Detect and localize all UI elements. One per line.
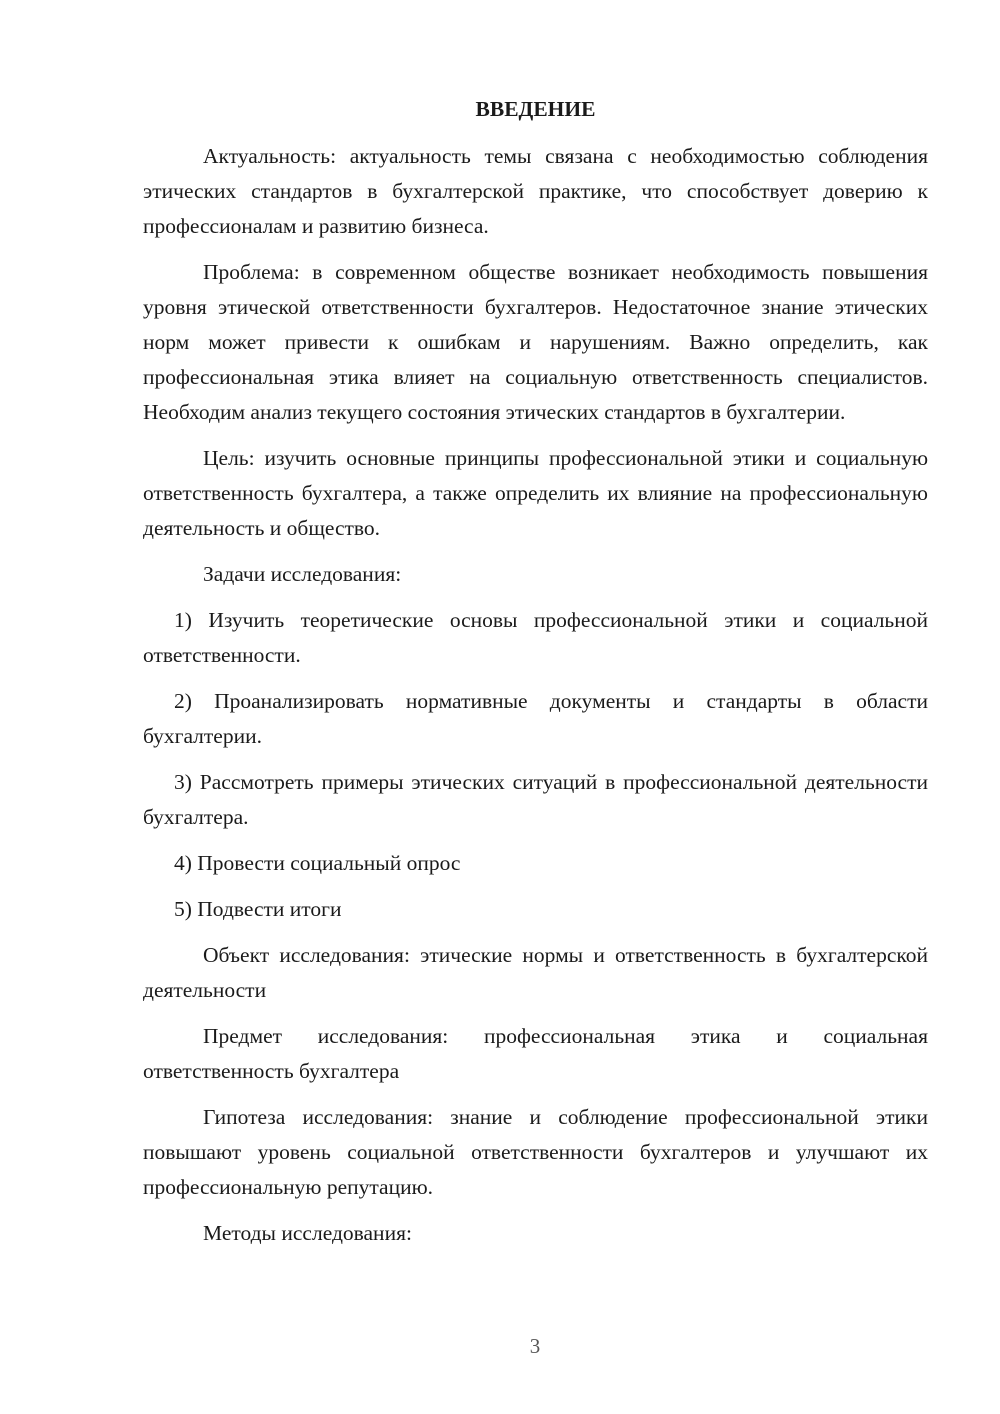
tasks-heading: Задачи исследования: xyxy=(203,562,402,586)
paragraph-problem: Проблема: в современном обществе возникает необходимость повышения уровня этической ответственности бухгалтеров. Недостаточное знание этических норм может привести к ошибкам и нарушениям. Важно определить, как профессиональная этика влияет на социальную ответственность специалистов. Необходим анализ текущего состояния этических стандартов в бухгалтерии. xyxy=(143,260,928,424)
paragraph-object: Объект исследования: этические нормы и ответственность в бухгалтерской деятельности xyxy=(143,943,928,1002)
task-item: 1) Изучить теоретические основы профессиональной этики и социальной ответственности. xyxy=(143,608,928,667)
task-item: 4) Провести социальный опрос xyxy=(174,851,461,875)
paragraph-goal: Цель: изучить основные принципы профессиональной этики и социальную ответственность бухгалтера, а также определить их влияние на профессиональную деятельность и общество. xyxy=(143,446,928,540)
section-title: ВВЕДЕНИЕ xyxy=(475,97,596,121)
methods-heading: Методы исследования: xyxy=(203,1221,412,1245)
paragraph-actuality: Актуальность: актуальность темы связана с необходимостью соблюдения этических стандартов в бухгалтерской практике, что способствует доверию к профессионалам и развитию бизнеса. xyxy=(143,144,928,238)
task-item: 2) Проанализировать нормативные документы и стандарты в области бухгалтерии. xyxy=(143,689,928,748)
task-item: 3) Рассмотреть примеры этических ситуаций в профессиональной деятельности бухгалтера. xyxy=(143,770,928,829)
task-item: 5) Подвести итоги xyxy=(174,897,342,921)
document-page xyxy=(143,92,928,1262)
paragraph-subject: Предмет исследования: профессиональная этика и социальная ответственность бухгалтера xyxy=(143,1024,928,1083)
page-number: 3 xyxy=(529,1334,541,1358)
paragraph-hypothesis: Гипотеза исследования: знание и соблюдение профессиональной этики повышают уровень социальной ответственности бухгалтеров и улучшают их профессиональную репутацию. xyxy=(143,1105,928,1199)
